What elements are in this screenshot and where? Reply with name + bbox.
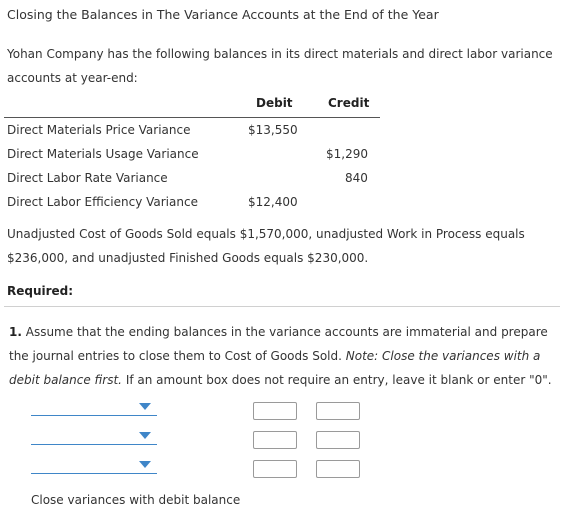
header-divider [4, 117, 380, 118]
question-main: Assume that the ending balances in the variance accounts are immaterial and prepare the journal entries to close them to Cost of Goods Sold. [9, 325, 548, 363]
debit-amount-input[interactable] [253, 431, 297, 449]
debit-amount-input[interactable] [253, 402, 297, 420]
chevron-down-icon [139, 432, 151, 439]
account-select[interactable] [31, 399, 157, 416]
table-row-debit: $12,400 [248, 195, 298, 209]
question-text [9, 320, 557, 392]
section-divider [4, 306, 560, 307]
debit-header: Debit [256, 96, 293, 110]
table-row-label: Direct Labor Efficiency Variance [7, 195, 198, 209]
table-row-label: Direct Materials Usage Variance [7, 147, 199, 161]
table-row-debit: $13,550 [248, 123, 298, 137]
table-row-credit: $1,290 [326, 147, 368, 161]
question-tail: If an amount box does not require an entry, leave it blank or enter "0". [122, 373, 552, 387]
credit-amount-input[interactable] [316, 460, 360, 478]
credit-header: Credit [328, 96, 370, 110]
credit-amount-input[interactable] [316, 431, 360, 449]
chevron-down-icon [139, 403, 151, 410]
table-row-label: Direct Materials Price Variance [7, 123, 191, 137]
chevron-down-icon [139, 461, 151, 468]
intro-text: Yohan Company has the following balances in its direct materials and direct labor variance accounts at year-end: [7, 47, 553, 85]
table-row-credit: 840 [345, 171, 368, 185]
credit-amount-input[interactable] [316, 402, 360, 420]
page-title: Closing the Balances in The Variance Accounts at the End of the Year [7, 7, 439, 22]
question-note: Note: Close the variances with a debit balance first. [9, 349, 541, 387]
account-select[interactable] [31, 457, 157, 474]
unadjusted-balances-text: Unadjusted Cost of Goods Sold equals $1,570,000, unadjusted Work in Process equals $236,000, and unadjusted Finished Goods equals $230,000. [7, 227, 525, 265]
table-row-label: Direct Labor Rate Variance [7, 171, 168, 185]
question-number: 1. [9, 325, 22, 339]
debit-amount-input[interactable] [253, 460, 297, 478]
journal-entry-description: Close variances with debit balance [31, 493, 241, 507]
required-heading: Required: [7, 284, 74, 298]
account-select[interactable] [31, 428, 157, 445]
